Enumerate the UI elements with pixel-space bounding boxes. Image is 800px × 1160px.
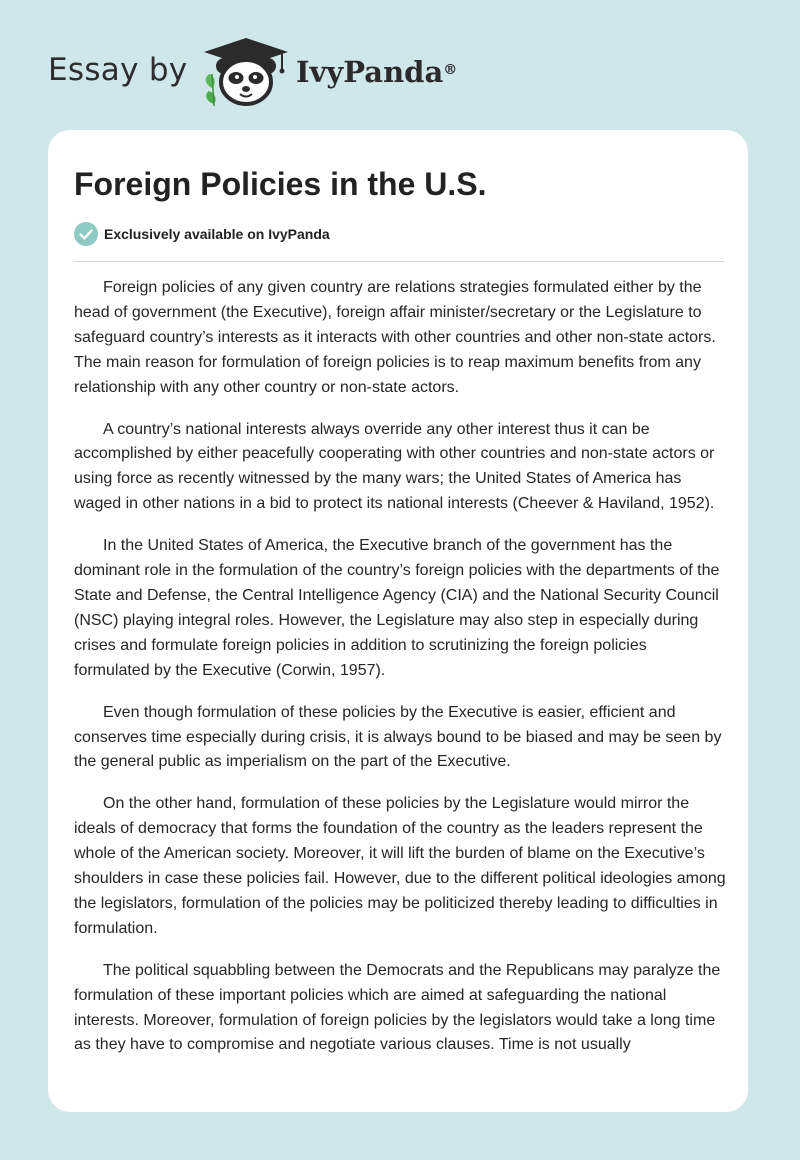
exclusive-badge [74, 222, 330, 246]
divider [74, 261, 724, 262]
check-circle-icon [74, 222, 98, 246]
article-card [48, 130, 748, 1112]
essay-by-label: Essay by [48, 52, 188, 88]
paragraph: A country’s national interests always override any other interest thus it can be accomplished by either peacefully cooperating with other countries and non-state actors or using force as recently witnessed by the many wars; the United States of America has waged in other nations in a bid to protect its national interests (Cheever & Haviland, 1952). [74, 420, 715, 513]
site-header [0, 0, 800, 130]
paragraph: On the other hand, formulation of these policies by the Legislature would mirror the ideals of democracy that forms the foundation of the country as the leaders represent the whole of the American society. Moreover, it will lift the burden of blame on the Executive’s shoulders in case these policies fail. However, due to the different political ideologies among the legislators, formulation of the policies may be politicized thereby leading to difficulties in formulation. [74, 795, 726, 937]
page-title: Foreign Policies in the U.S. [74, 166, 487, 202]
article-body [74, 276, 726, 1075]
paragraph: The political squabbling between the Democrats and the Republicans may paralyze the formulation of these important policies which are aimed at safeguarding the national interests. Moreover, formulation of foreign policies by the legislators would take a long time as they have to compromise and negotiate various clauses. Time is not usually [74, 961, 721, 1054]
brand-text: IvyPanda [296, 55, 444, 89]
exclusive-badge-text: Exclusively available on IvyPanda [104, 226, 330, 242]
brand-name[interactable] [296, 52, 457, 92]
registered-mark: ® [443, 62, 458, 78]
paragraph: Even though formulation of these policies by the Executive is easier, efficient and conserves time especially during crisis, it is always bound to be biased and may be seen by the general public as imperialism on the part of the Executive. [74, 703, 722, 771]
ivypanda-logo-icon[interactable] [200, 36, 292, 108]
paragraph: In the United States of America, the Executive branch of the government has the dominant role in the formulation of the country’s foreign policies with the departments of the State and Defense, the Central Intelligence Agency (CIA) and the National Security Council (NSC) playing integral roles. However, the Legislature may also step in especially during crises and formulate foreign policies in addition to scrutinizing the foreign policies formulated by the Executive (Corwin, 1957). [74, 537, 720, 679]
paragraph: Foreign policies of any given country are relations strategies formulated either by the head of government (the Executive), foreign affair minister/secretary or the Legislature to safeguard country’s interests as it interacts with other countries and other non-state actors. The main reason for formulation of foreign policies is to reap maximum benefits from any relationship with any other country or non-state actors. [74, 279, 716, 396]
